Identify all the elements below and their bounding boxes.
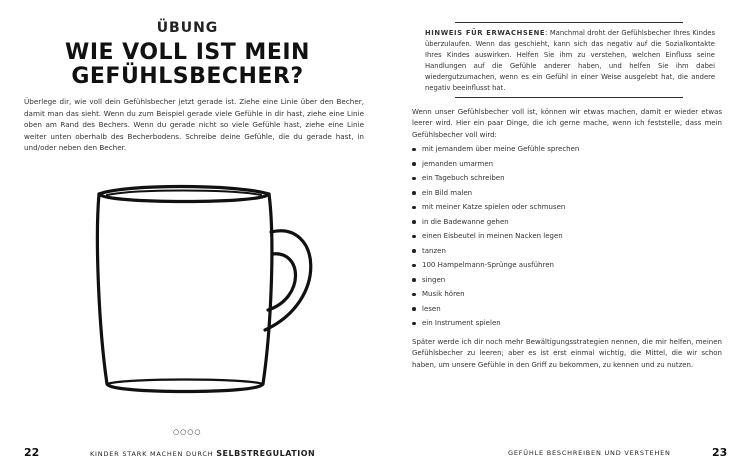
page-title-line2: GEFÜHLSBECHER?: [71, 64, 304, 89]
footer-right: GEFÜHLE BESCHREIBEN UND VERSTEHEN: [508, 449, 671, 457]
list-item: ein Bild malen: [412, 186, 579, 201]
list-item: einen Eisbeutel in meinen Nacken legen: [412, 229, 579, 244]
list-item: jemanden umarmen: [412, 157, 579, 172]
hint-text: : Manchmal droht der Gefühlsbecher Ihres Kindes überzulaufen. Wenn das geschieht, kann sich das negativ auf die Sozialkontakte Ihres Kindes auswirken. Helfen Sie ihm zu verstehen, welchen Einfluss seine Handlungen auf die Gefühle anderer haben, und helfen Sie ihm dabei wiedergutzumachen, wenn es ein Gefühl in einer Weise ausgelebt hat, die andere negativ beeinflusst hat.: [425, 29, 715, 92]
list-item: singen: [412, 273, 579, 288]
intro-paragraph: Überlege dir, wie voll dein Gefühlsbecher jetzt gerade ist. Ziehe eine Linie über den Becher, damit man das sieht. Wenn du zum Beispiel gerade viele Gefühle in dir hast, ziehe eine Linie oben am Rand des Bechers. Wenn du gerade nicht so viele Gefühle hast, ziehe eine Linie weiter unten oberhalb des Becherbodens. Schreibe deine Gefühle, die du gerade hast, in und/oder neben den Becher.: [24, 97, 364, 153]
list-item: 100 Hampelmann-Sprünge ausführen: [412, 258, 579, 273]
list-item: mit meiner Katze spielen oder schmusen: [412, 200, 579, 215]
mug-illustration: [85, 180, 325, 410]
page-number-right: 23: [712, 446, 728, 459]
footer-left-bold: SELBSTREGULATION: [216, 449, 316, 458]
hint-rule-bottom: [455, 97, 683, 98]
page-number-left: 22: [24, 446, 40, 459]
list-item: Musik hören: [412, 287, 579, 302]
hint-rule-top: [455, 22, 683, 23]
footer-left-prefix: KINDER STARK MACHEN DURCH: [90, 450, 214, 458]
exercise-label: ÜBUNG: [156, 20, 219, 36]
paragraph-closing: Später werde ich dir noch mehr Bewältigungsstrategien nennen, die mir helfen, meinen Gefühlsbecher zu leeren; aber es ist erst einmal wichtig, die Mittel, die wir schon haben, um unsere Gefühle in den Griff zu bekommen, zu kennen und zu nutzen.: [412, 338, 722, 369]
ornament-dots: ○○○○: [173, 428, 202, 436]
paragraph-intro-right: Wenn unser Gefühlsbecher voll ist, können wir etwas machen, damit er wieder etwas leerer wird. Hier ein paar Dinge, die ich gerne mache, wenn ich feststelle, dass mein Gefühlsbecher voll wird:: [412, 108, 722, 139]
page-title-line1: WIE VOLL IST MEIN: [65, 40, 310, 65]
list-item: mit jemandem über meine Gefühle sprechen: [412, 142, 579, 157]
list-item: ein Tagebuch schreiben: [412, 171, 579, 186]
list-item: in die Badewanne gehen: [412, 215, 579, 230]
coping-list: [412, 142, 579, 331]
list-item: tanzen: [412, 244, 579, 259]
list-item: ein Instrument spielen: [412, 316, 579, 331]
hint-label: HINWEIS FÜR ERWACHSENE: [425, 29, 546, 37]
list-item: lesen: [412, 302, 579, 317]
footer-left: [90, 449, 315, 458]
adult-hint-box: [425, 28, 715, 94]
